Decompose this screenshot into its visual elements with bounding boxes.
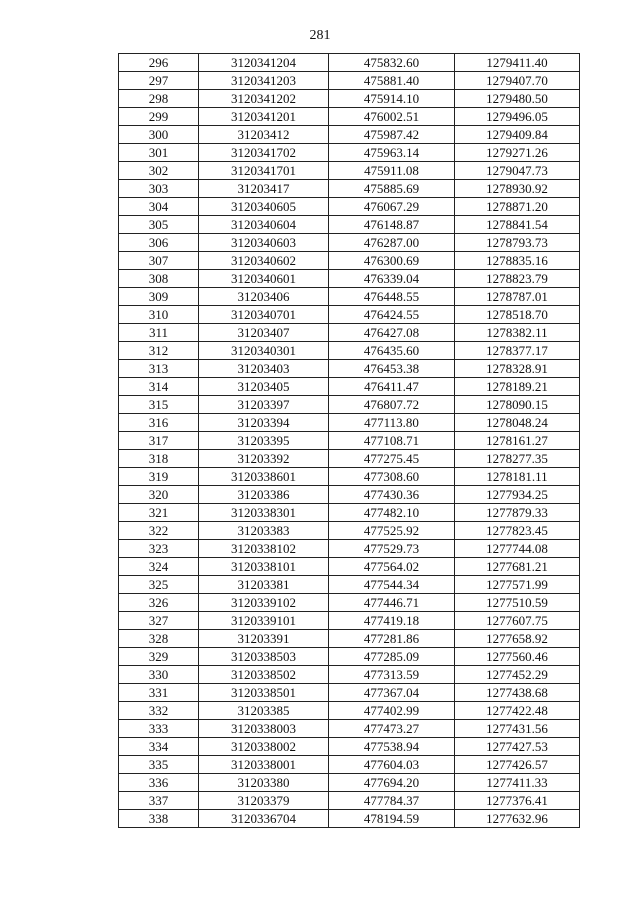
point-id-cell: 31203394	[199, 414, 329, 432]
y-coordinate-cell: 1277376.41	[455, 792, 580, 810]
table-row	[119, 522, 580, 540]
point-number-cell: 310	[119, 306, 199, 324]
y-coordinate-cell: 1279271.26	[455, 144, 580, 162]
point-number-cell: 325	[119, 576, 199, 594]
table-row	[119, 216, 580, 234]
x-coordinate-cell: 477108.71	[329, 432, 455, 450]
point-id-cell: 31203383	[199, 522, 329, 540]
x-coordinate-cell: 477694.20	[329, 774, 455, 792]
point-number-cell: 336	[119, 774, 199, 792]
page-number: 281	[309, 28, 331, 43]
point-id-cell: 3120338301	[199, 504, 329, 522]
y-coordinate-cell: 1278871.20	[455, 198, 580, 216]
point-id-cell: 3120339102	[199, 594, 329, 612]
table-row	[119, 504, 580, 522]
point-number-cell: 303	[119, 180, 199, 198]
x-coordinate-cell: 476411.47	[329, 378, 455, 396]
y-coordinate-cell: 1278787.01	[455, 288, 580, 306]
table-row	[119, 360, 580, 378]
table-row	[119, 540, 580, 558]
y-coordinate-cell: 1278377.17	[455, 342, 580, 360]
point-number-cell: 300	[119, 126, 199, 144]
point-number-cell: 337	[119, 792, 199, 810]
table-row	[119, 234, 580, 252]
point-number-cell: 327	[119, 612, 199, 630]
y-coordinate-cell: 1277823.45	[455, 522, 580, 540]
point-id-cell: 3120341201	[199, 108, 329, 126]
point-id-cell: 3120338001	[199, 756, 329, 774]
table-row	[119, 630, 580, 648]
point-number-cell: 338	[119, 810, 199, 828]
point-id-cell: 3120341204	[199, 54, 329, 72]
y-coordinate-cell: 1278823.79	[455, 270, 580, 288]
point-number-cell: 332	[119, 702, 199, 720]
point-id-cell: 3120338003	[199, 720, 329, 738]
point-id-cell: 31203380	[199, 774, 329, 792]
point-id-cell: 3120338101	[199, 558, 329, 576]
point-id-cell: 31203417	[199, 180, 329, 198]
y-coordinate-cell: 1278090.15	[455, 396, 580, 414]
x-coordinate-cell: 475885.69	[329, 180, 455, 198]
x-coordinate-cell: 476148.87	[329, 216, 455, 234]
y-coordinate-cell: 1278181.11	[455, 468, 580, 486]
point-number-cell: 320	[119, 486, 199, 504]
point-id-cell: 3120336704	[199, 810, 329, 828]
y-coordinate-cell: 1279409.84	[455, 126, 580, 144]
table-row	[119, 648, 580, 666]
y-coordinate-cell: 1277744.08	[455, 540, 580, 558]
point-id-cell: 3120339101	[199, 612, 329, 630]
y-coordinate-cell: 1279480.50	[455, 90, 580, 108]
x-coordinate-cell: 477525.92	[329, 522, 455, 540]
point-number-cell: 326	[119, 594, 199, 612]
point-id-cell: 31203385	[199, 702, 329, 720]
point-id-cell: 3120340602	[199, 252, 329, 270]
x-coordinate-cell: 478194.59	[329, 810, 455, 828]
table-row	[119, 486, 580, 504]
y-coordinate-cell: 1278382.11	[455, 324, 580, 342]
x-coordinate-cell: 477113.80	[329, 414, 455, 432]
y-coordinate-cell: 1277411.33	[455, 774, 580, 792]
point-id-cell: 31203392	[199, 450, 329, 468]
point-number-cell: 328	[119, 630, 199, 648]
point-id-cell: 31203395	[199, 432, 329, 450]
point-number-cell: 316	[119, 414, 199, 432]
y-coordinate-cell: 1278835.16	[455, 252, 580, 270]
point-number-cell: 333	[119, 720, 199, 738]
x-coordinate-cell: 477564.02	[329, 558, 455, 576]
x-coordinate-cell: 476453.38	[329, 360, 455, 378]
table-row	[119, 450, 580, 468]
y-coordinate-cell: 1278277.35	[455, 450, 580, 468]
y-coordinate-cell: 1279411.40	[455, 54, 580, 72]
y-coordinate-cell: 1277560.46	[455, 648, 580, 666]
point-id-cell: 31203412	[199, 126, 329, 144]
point-id-cell: 31203406	[199, 288, 329, 306]
x-coordinate-cell: 477529.73	[329, 540, 455, 558]
point-id-cell: 3120338502	[199, 666, 329, 684]
table-row	[119, 324, 580, 342]
point-number-cell: 314	[119, 378, 199, 396]
point-id-cell: 31203403	[199, 360, 329, 378]
y-coordinate-cell: 1277426.57	[455, 756, 580, 774]
table-row	[119, 90, 580, 108]
y-coordinate-cell: 1279496.05	[455, 108, 580, 126]
y-coordinate-cell: 1278189.21	[455, 378, 580, 396]
x-coordinate-cell: 476300.69	[329, 252, 455, 270]
point-id-cell: 31203381	[199, 576, 329, 594]
point-number-cell: 334	[119, 738, 199, 756]
point-id-cell: 3120338501	[199, 684, 329, 702]
x-coordinate-cell: 476002.51	[329, 108, 455, 126]
y-coordinate-cell: 1277438.68	[455, 684, 580, 702]
table-row	[119, 684, 580, 702]
y-coordinate-cell: 1278930.92	[455, 180, 580, 198]
point-number-cell: 317	[119, 432, 199, 450]
point-number-cell: 311	[119, 324, 199, 342]
point-number-cell: 318	[119, 450, 199, 468]
point-number-cell: 298	[119, 90, 199, 108]
table-row	[119, 162, 580, 180]
point-id-cell: 3120341202	[199, 90, 329, 108]
table-row	[119, 774, 580, 792]
table-row	[119, 558, 580, 576]
x-coordinate-cell: 477285.09	[329, 648, 455, 666]
x-coordinate-cell: 477482.10	[329, 504, 455, 522]
point-number-cell: 331	[119, 684, 199, 702]
point-number-cell: 297	[119, 72, 199, 90]
point-id-cell: 3120338002	[199, 738, 329, 756]
table-row	[119, 198, 580, 216]
y-coordinate-cell: 1277431.56	[455, 720, 580, 738]
x-coordinate-cell: 476287.00	[329, 234, 455, 252]
table-row	[119, 756, 580, 774]
point-id-cell: 3120341203	[199, 72, 329, 90]
table-row	[119, 252, 580, 270]
table-row	[119, 468, 580, 486]
point-number-cell: 307	[119, 252, 199, 270]
x-coordinate-cell: 477604.03	[329, 756, 455, 774]
point-id-cell: 3120338601	[199, 468, 329, 486]
point-id-cell: 3120340603	[199, 234, 329, 252]
x-coordinate-cell: 477281.86	[329, 630, 455, 648]
point-number-cell: 319	[119, 468, 199, 486]
y-coordinate-cell: 1277422.48	[455, 702, 580, 720]
point-number-cell: 321	[119, 504, 199, 522]
table-row	[119, 738, 580, 756]
x-coordinate-cell: 476448.55	[329, 288, 455, 306]
point-number-cell: 309	[119, 288, 199, 306]
y-coordinate-cell: 1278161.27	[455, 432, 580, 450]
y-coordinate-cell: 1278793.73	[455, 234, 580, 252]
point-id-cell: 3120338503	[199, 648, 329, 666]
x-coordinate-cell: 475832.60	[329, 54, 455, 72]
table-row	[119, 396, 580, 414]
point-id-cell: 31203379	[199, 792, 329, 810]
x-coordinate-cell: 477275.45	[329, 450, 455, 468]
point-id-cell: 3120341702	[199, 144, 329, 162]
x-coordinate-cell: 475911.08	[329, 162, 455, 180]
point-number-cell: 322	[119, 522, 199, 540]
x-coordinate-cell: 477473.27	[329, 720, 455, 738]
x-coordinate-cell: 475963.14	[329, 144, 455, 162]
y-coordinate-cell: 1278841.54	[455, 216, 580, 234]
point-id-cell: 3120340701	[199, 306, 329, 324]
table-row	[119, 432, 580, 450]
point-id-cell: 3120340604	[199, 216, 329, 234]
point-id-cell: 31203407	[199, 324, 329, 342]
coordinates-table	[118, 53, 580, 828]
point-id-cell: 31203397	[199, 396, 329, 414]
x-coordinate-cell: 476427.08	[329, 324, 455, 342]
table-row	[119, 594, 580, 612]
table-row	[119, 270, 580, 288]
y-coordinate-cell: 1277427.53	[455, 738, 580, 756]
y-coordinate-cell: 1278328.91	[455, 360, 580, 378]
table-row	[119, 378, 580, 396]
point-number-cell: 330	[119, 666, 199, 684]
y-coordinate-cell: 1277632.96	[455, 810, 580, 828]
x-coordinate-cell: 477446.71	[329, 594, 455, 612]
table-row	[119, 720, 580, 738]
point-number-cell: 335	[119, 756, 199, 774]
y-coordinate-cell: 1277452.29	[455, 666, 580, 684]
y-coordinate-cell: 1277879.33	[455, 504, 580, 522]
point-number-cell: 315	[119, 396, 199, 414]
point-id-cell: 31203391	[199, 630, 329, 648]
point-number-cell: 313	[119, 360, 199, 378]
point-number-cell: 323	[119, 540, 199, 558]
point-number-cell: 301	[119, 144, 199, 162]
table-row	[119, 126, 580, 144]
table-row	[119, 576, 580, 594]
x-coordinate-cell: 476067.29	[329, 198, 455, 216]
x-coordinate-cell: 477784.37	[329, 792, 455, 810]
point-id-cell: 3120338102	[199, 540, 329, 558]
x-coordinate-cell: 476339.04	[329, 270, 455, 288]
point-number-cell: 296	[119, 54, 199, 72]
x-coordinate-cell: 476435.60	[329, 342, 455, 360]
point-number-cell: 329	[119, 648, 199, 666]
y-coordinate-cell: 1279407.70	[455, 72, 580, 90]
point-id-cell: 3120340601	[199, 270, 329, 288]
y-coordinate-cell: 1279047.73	[455, 162, 580, 180]
y-coordinate-cell: 1277607.75	[455, 612, 580, 630]
point-id-cell: 31203386	[199, 486, 329, 504]
table-row	[119, 342, 580, 360]
table-row	[119, 666, 580, 684]
table-row	[119, 288, 580, 306]
point-number-cell: 312	[119, 342, 199, 360]
y-coordinate-cell: 1277510.59	[455, 594, 580, 612]
point-number-cell: 305	[119, 216, 199, 234]
table-row	[119, 810, 580, 828]
y-coordinate-cell: 1277934.25	[455, 486, 580, 504]
x-coordinate-cell: 475914.10	[329, 90, 455, 108]
table-row	[119, 414, 580, 432]
table-body	[119, 54, 580, 828]
x-coordinate-cell: 477308.60	[329, 468, 455, 486]
point-number-cell: 324	[119, 558, 199, 576]
x-coordinate-cell: 477367.04	[329, 684, 455, 702]
x-coordinate-cell: 477419.18	[329, 612, 455, 630]
table-row	[119, 72, 580, 90]
y-coordinate-cell: 1277571.99	[455, 576, 580, 594]
point-number-cell: 302	[119, 162, 199, 180]
x-coordinate-cell: 475987.42	[329, 126, 455, 144]
table-row	[119, 108, 580, 126]
table-row	[119, 180, 580, 198]
point-id-cell: 31203405	[199, 378, 329, 396]
point-number-cell: 299	[119, 108, 199, 126]
table-row	[119, 792, 580, 810]
x-coordinate-cell: 477313.59	[329, 666, 455, 684]
point-id-cell: 3120340605	[199, 198, 329, 216]
table-row	[119, 144, 580, 162]
y-coordinate-cell: 1278048.24	[455, 414, 580, 432]
point-id-cell: 3120341701	[199, 162, 329, 180]
point-number-cell: 308	[119, 270, 199, 288]
x-coordinate-cell: 477402.99	[329, 702, 455, 720]
y-coordinate-cell: 1277681.21	[455, 558, 580, 576]
point-id-cell: 3120340301	[199, 342, 329, 360]
x-coordinate-cell: 476807.72	[329, 396, 455, 414]
table-row	[119, 612, 580, 630]
table-row	[119, 702, 580, 720]
x-coordinate-cell: 477544.34	[329, 576, 455, 594]
y-coordinate-cell: 1277658.92	[455, 630, 580, 648]
table-row	[119, 54, 580, 72]
x-coordinate-cell: 477430.36	[329, 486, 455, 504]
x-coordinate-cell: 475881.40	[329, 72, 455, 90]
point-number-cell: 304	[119, 198, 199, 216]
x-coordinate-cell: 477538.94	[329, 738, 455, 756]
y-coordinate-cell: 1278518.70	[455, 306, 580, 324]
table-row	[119, 306, 580, 324]
point-number-cell: 306	[119, 234, 199, 252]
x-coordinate-cell: 476424.55	[329, 306, 455, 324]
